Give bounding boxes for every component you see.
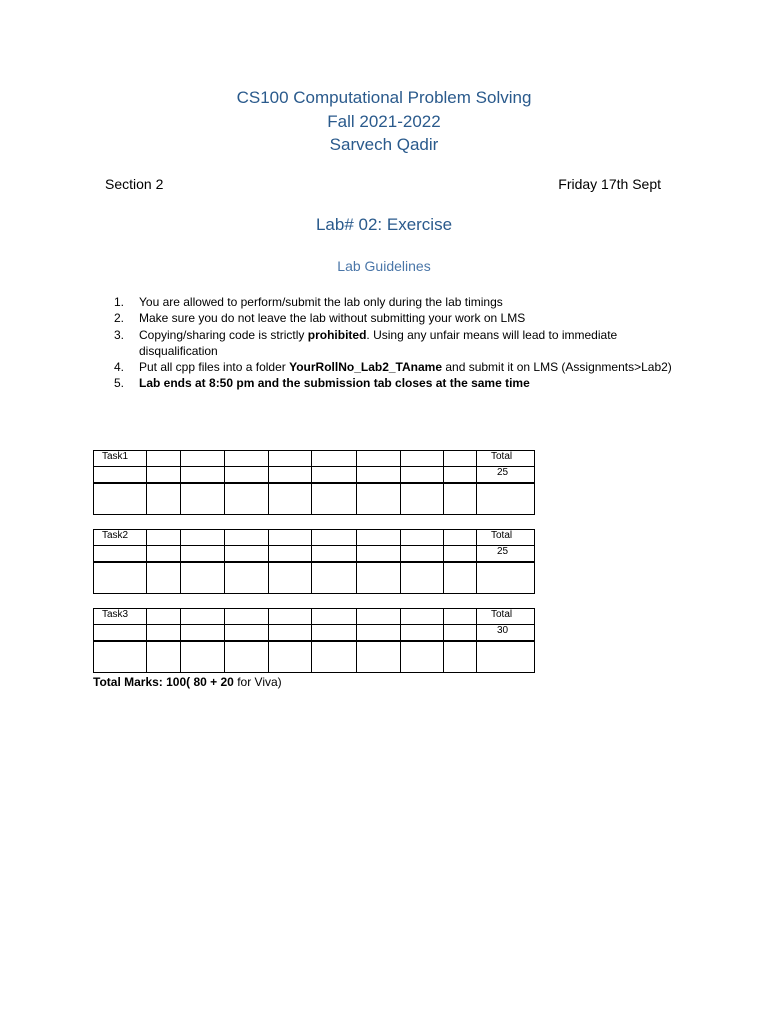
total-marks — [93, 675, 282, 689]
task-cell — [312, 562, 357, 594]
task-cell — [312, 625, 357, 642]
task-cell — [94, 467, 147, 484]
task-cell — [269, 625, 312, 642]
task-cell — [269, 483, 312, 515]
task-cell — [357, 467, 401, 484]
task-row — [94, 451, 535, 467]
task-cell — [94, 641, 147, 673]
task-cell — [225, 546, 269, 563]
task-cell — [357, 562, 401, 594]
task-total-marks: 25 — [477, 546, 535, 563]
task-cell — [357, 546, 401, 563]
total-marks-note: for Viva) — [233, 675, 282, 689]
task-row — [94, 467, 535, 484]
task-cell — [444, 625, 477, 642]
task-cell — [147, 530, 181, 546]
guideline-item — [114, 359, 674, 375]
guidelines-heading: Lab Guidelines — [337, 258, 431, 274]
task-cell — [312, 641, 357, 673]
task-cell — [147, 451, 181, 467]
task-row — [94, 483, 535, 515]
task-cell — [94, 625, 147, 642]
date-label: Friday 17th Sept — [558, 176, 661, 192]
term-title: Fall 2021-2022 — [327, 112, 441, 131]
task-label: Task3 — [94, 609, 147, 625]
task-cell — [444, 530, 477, 546]
task-cell — [444, 483, 477, 515]
guideline-item — [114, 310, 674, 326]
task-cell — [357, 625, 401, 642]
task-cell — [147, 625, 181, 642]
task-cell — [401, 609, 444, 625]
task-cell — [357, 451, 401, 467]
guideline-number: 3. — [114, 327, 125, 342]
task-cell — [147, 609, 181, 625]
task-cell — [477, 483, 535, 515]
guideline-text: . Using any unfair means will lead to immediate disqualification — [139, 327, 618, 358]
task-cell — [269, 641, 312, 673]
task-cell — [444, 467, 477, 484]
task-total-header: Total — [477, 451, 535, 467]
task-table — [93, 608, 535, 673]
task-cell — [401, 562, 444, 594]
task-table — [93, 450, 535, 515]
task-cell — [312, 483, 357, 515]
guideline-number: 2. — [114, 311, 125, 326]
task-cell — [225, 609, 269, 625]
task-cell — [477, 562, 535, 594]
task-cell — [444, 546, 477, 563]
task-cell — [401, 451, 444, 467]
task-cell — [225, 625, 269, 642]
task-label: Task1 — [94, 451, 147, 467]
task-cell — [357, 609, 401, 625]
task-cell — [312, 546, 357, 563]
task-cell — [312, 530, 357, 546]
task-cell — [401, 625, 444, 642]
lab-title: Lab# 02: Exercise — [315, 215, 453, 234]
guideline-text: Make sure you do not leave the lab without submitting your work on LMS — [139, 311, 526, 326]
instructor-name: Sarvech Qadir — [329, 135, 439, 154]
guideline-item — [114, 375, 674, 391]
task-total-marks: 25 — [477, 467, 535, 484]
task-cell — [357, 641, 401, 673]
task-cell — [181, 483, 225, 515]
task-cell — [181, 562, 225, 594]
guideline-text: YourRollNo_Lab2_TAname — [289, 360, 443, 375]
task-cell — [269, 451, 312, 467]
task-cell — [401, 483, 444, 515]
task-cell — [444, 641, 477, 673]
task-cell — [401, 530, 444, 546]
guideline-item — [114, 327, 674, 360]
task-cell — [444, 451, 477, 467]
course-title: CS100 Computational Problem Solving — [236, 88, 532, 107]
task-row — [94, 641, 535, 673]
guideline-text: Lab ends at 8:50 pm and the submission tab closes at the same time — [139, 376, 530, 391]
task-cell — [147, 546, 181, 563]
task-cell — [401, 467, 444, 484]
task-cell — [269, 530, 312, 546]
guideline-item — [114, 294, 674, 310]
task-cell — [225, 562, 269, 594]
guideline-text: prohibited — [307, 327, 367, 342]
task-cell — [147, 483, 181, 515]
guideline-number: 5. — [114, 376, 125, 391]
guideline-text: Put all cpp files into a folder — [139, 360, 290, 375]
total-marks-value: Total Marks: 100( 80 + 20 — [93, 675, 234, 689]
task-cell — [225, 467, 269, 484]
task-row — [94, 562, 535, 594]
task-cell — [269, 609, 312, 625]
task-cell — [181, 451, 225, 467]
task-cell — [181, 625, 225, 642]
task-row — [94, 609, 535, 625]
task-cell — [94, 546, 147, 563]
task-cell — [181, 546, 225, 563]
task-cell — [225, 483, 269, 515]
task-total-header: Total — [477, 609, 535, 625]
task-cell — [444, 562, 477, 594]
task-row — [94, 530, 535, 546]
task-cell — [401, 546, 444, 563]
section-label: Section 2 — [105, 176, 164, 192]
guidelines-list — [114, 294, 674, 392]
task-cell — [181, 609, 225, 625]
task-cell — [312, 467, 357, 484]
task-table — [93, 529, 535, 594]
task-row — [94, 625, 535, 642]
task-cell — [147, 467, 181, 484]
task-cell — [444, 609, 477, 625]
guideline-text: You are allowed to perform/submit the lab only during the lab timings — [139, 295, 503, 309]
task-label: Task2 — [94, 530, 147, 546]
task-cell — [181, 530, 225, 546]
task-row — [94, 546, 535, 563]
task-cell — [401, 641, 444, 673]
task-cell — [269, 467, 312, 484]
task-cell — [312, 451, 357, 467]
task-cell — [181, 641, 225, 673]
guideline-number: 4. — [114, 360, 125, 375]
task-cell — [357, 483, 401, 515]
task-cell — [181, 467, 225, 484]
guideline-number: 1. — [114, 295, 125, 309]
guideline-text: and submit it on LMS (Assignments>Lab2) — [442, 360, 672, 375]
task-cell — [477, 641, 535, 673]
task-total-marks: 30 — [477, 625, 535, 642]
task-cell — [357, 530, 401, 546]
guideline-text: Copying/sharing code is strictly — [139, 327, 308, 342]
task-cell — [269, 562, 312, 594]
task-cell — [94, 483, 147, 515]
task-cell — [94, 562, 147, 594]
task-cell — [269, 546, 312, 563]
task-cell — [225, 451, 269, 467]
task-cell — [225, 641, 269, 673]
task-cell — [147, 641, 181, 673]
task-cell — [312, 609, 357, 625]
task-total-header: Total — [477, 530, 535, 546]
task-cell — [147, 562, 181, 594]
task-cell — [225, 530, 269, 546]
